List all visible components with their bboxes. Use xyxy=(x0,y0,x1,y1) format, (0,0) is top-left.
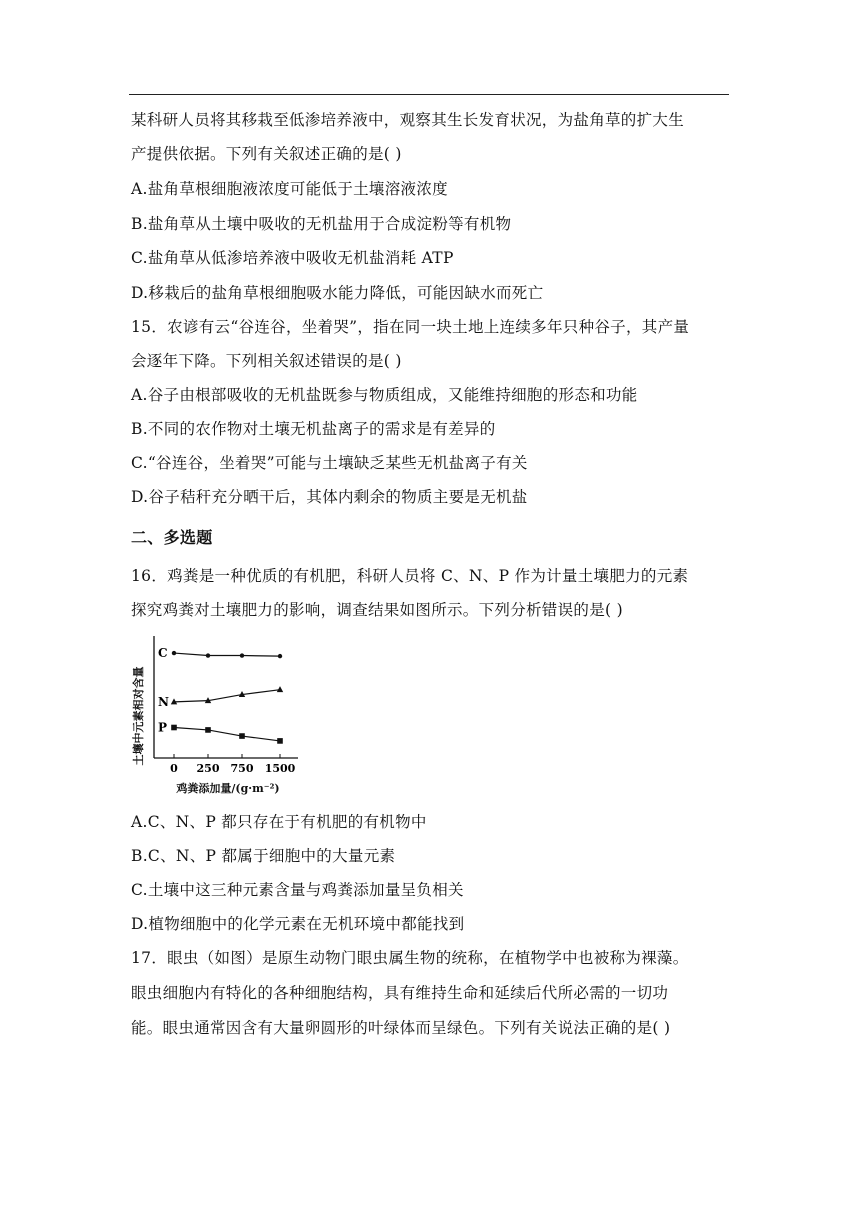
option-a: A.C、N、P 都只存在于有机肥的有机物中 xyxy=(131,813,427,831)
data-point-N xyxy=(277,686,283,692)
text-line: 眼虫细胞内有特化的各种细胞结构，具有维持生命和延续后代所必需的一切功 xyxy=(131,984,669,1002)
option-c: C.盐角草从低渗培养液中吸收无机盐消耗 ATP xyxy=(131,249,454,267)
x-tick-label: 0 xyxy=(170,762,178,775)
data-point-P xyxy=(205,727,211,733)
option-d: D.移栽后的盐角草根细胞吸水能力降低，可能因缺水而死亡 xyxy=(131,284,544,302)
data-point-C xyxy=(206,653,210,657)
data-point-C xyxy=(278,654,282,658)
series-label-P: P xyxy=(158,720,168,735)
data-point-C xyxy=(240,653,244,657)
section-heading: 二、多选题 xyxy=(131,528,213,547)
x-tick-label: 1500 xyxy=(264,762,296,775)
question-17: 17．眼虫（如图）是原生动物门眼虫属生物的统称，在植物学中也被称为裸藻。 xyxy=(131,949,689,967)
question-15: 15．农谚有云“谷连谷，坐着哭”，指在同一块土地上连续多年只种谷子，其产量 xyxy=(131,318,690,336)
option-b: B.C、N、P 都属于细胞中的大量元素 xyxy=(131,847,396,865)
series-label-N: N xyxy=(158,694,169,709)
option-d: D.植物细胞中的化学元素在无机环境中都能找到 xyxy=(131,915,465,933)
text-line: 某科研人员将其移栽至低渗培养液中，观察其生长发育状况，为盐角草的扩大生 xyxy=(131,111,685,129)
data-point-P xyxy=(277,738,283,744)
data-point-C xyxy=(172,651,176,655)
x-tick-label: 750 xyxy=(230,762,254,775)
option-b: B.不同的农作物对土壤无机盐离子的需求是有差异的 xyxy=(131,420,496,438)
option-d: D.谷子秸秆充分晒干后，其体内剩余的物质主要是无机盐 xyxy=(131,488,528,506)
option-a: A.谷子由根部吸收的无机盐既参与物质组成，又能维持细胞的形态和功能 xyxy=(131,386,638,404)
option-b: B.盐角草从土壤中吸收的无机盐用于合成淀粉等有机物 xyxy=(131,215,512,233)
element-content-chart xyxy=(128,628,308,800)
data-point-P xyxy=(239,733,245,739)
x-axis-label: 鸡粪添加量/(g·m⁻²) xyxy=(176,782,280,795)
text-line: 能。眼虫通常因含有大量卵圆形的叶绿体而呈绿色。下列有关说法正确的是( ) xyxy=(131,1019,671,1037)
series-line-P xyxy=(174,728,280,741)
x-tick-label: 250 xyxy=(196,762,220,775)
series-label-C: C xyxy=(158,646,168,661)
option-c: C.“谷连谷，坐着哭”可能与土壤缺乏某些无机盐离子有关 xyxy=(131,454,528,472)
series-line-N xyxy=(174,690,280,702)
header-rule xyxy=(129,94,729,95)
text-line: 产提供依据。下列有关叙述正确的是( ) xyxy=(131,145,402,163)
text-line: 探究鸡粪对土壤肥力的影响，调查结果如图所示。下列分析错误的是( ) xyxy=(131,601,623,619)
text-line: 会逐年下降。下列相关叙述错误的是( ) xyxy=(131,352,402,370)
series-line-C xyxy=(174,653,280,656)
option-c: C.土壤中这三种元素含量与鸡粪添加量呈负相关 xyxy=(131,881,464,899)
option-a: A.盐角草根细胞液浓度可能低于土壤溶液浓度 xyxy=(131,180,448,198)
question-16: 16．鸡粪是一种优质的有机肥，科研人员将 C、N、P 作为计量土壤肥力的元素 xyxy=(131,567,689,585)
y-axis-label: 土壤中元素相对含量 xyxy=(132,666,145,766)
data-point-P xyxy=(171,725,177,731)
